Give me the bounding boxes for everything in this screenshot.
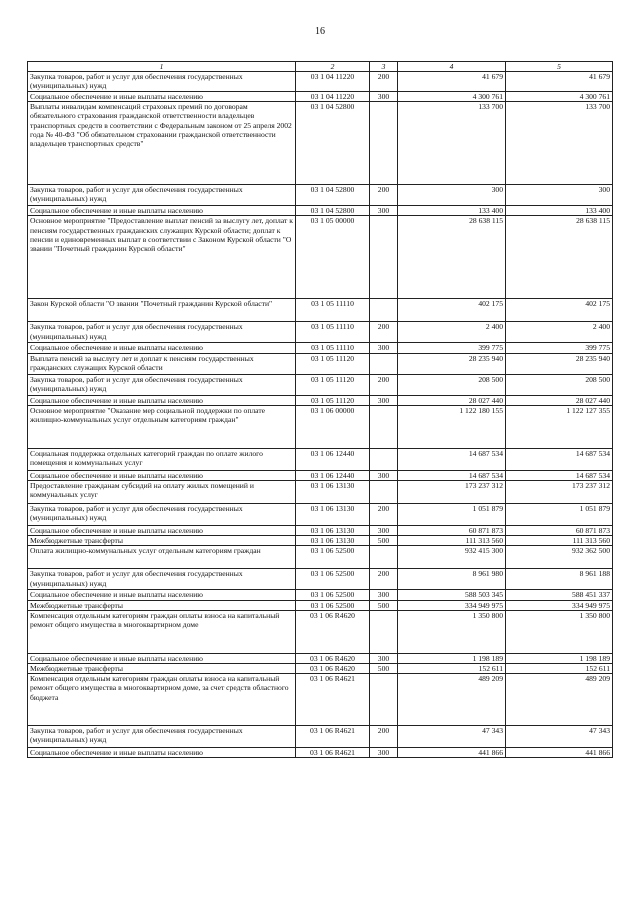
row-value-col5: 4 300 761: [506, 92, 613, 102]
row-value-col4: 1 198 189: [398, 653, 506, 663]
row-code: 03 1 04 11220: [296, 72, 370, 92]
row-code: 03 1 05 11110: [296, 322, 370, 343]
row-expense-type: [370, 610, 398, 653]
row-value-col5: 8 961 188: [506, 569, 613, 590]
table-row: [28, 470, 613, 480]
table-row: [28, 653, 613, 663]
row-value-col5: 1 350 800: [506, 610, 613, 653]
row-value-col5: 14 687 534: [506, 448, 613, 470]
row-value-col4: 441 866: [398, 748, 506, 758]
row-value-col4: 111 313 560: [398, 536, 506, 546]
table-row: [28, 610, 613, 653]
row-expense-type: 200: [370, 726, 398, 748]
row-expense-type: [370, 674, 398, 726]
row-name: Межбюджетные трансферты: [28, 664, 296, 674]
row-code: 03 1 06 13130: [296, 481, 370, 504]
row-name: Социальное обеспечение и иные выплаты населению: [28, 748, 296, 758]
row-value-col5: 28 027 440: [506, 395, 613, 405]
table-row: [28, 353, 613, 374]
row-expense-type: 500: [370, 536, 398, 546]
table-row: [28, 526, 613, 536]
row-expense-type: 200: [370, 504, 398, 526]
table-header-row: [28, 62, 613, 72]
row-value-col4: 932 415 300: [398, 546, 506, 569]
row-value-col4: 41 679: [398, 72, 506, 92]
table-row: [28, 664, 613, 674]
table-row: [28, 546, 613, 569]
row-name: Социальное обеспечение и иные выплаты населению: [28, 92, 296, 102]
row-value-col4: 399 775: [398, 343, 506, 353]
row-expense-type: 200: [370, 72, 398, 92]
row-code: 03 1 04 52800: [296, 206, 370, 216]
table-row: [28, 299, 613, 322]
row-value-col4: 2 400: [398, 322, 506, 343]
row-name: Закупка товаров, работ и услуг для обеспечения государственных (муниципальных) нужд: [28, 322, 296, 343]
table-row: [28, 726, 613, 748]
row-name: Закупка товаров, работ и услуг для обеспечения государственных (муниципальных) нужд: [28, 726, 296, 748]
row-value-col5: 111 313 560: [506, 536, 613, 546]
row-value-col5: 441 866: [506, 748, 613, 758]
row-value-col5: 47 343: [506, 726, 613, 748]
row-value-col5: 300: [506, 185, 613, 206]
row-name: Социальное обеспечение и иные выплаты населению: [28, 590, 296, 600]
row-code: 03 1 06 13130: [296, 526, 370, 536]
row-value-col5: 1 198 189: [506, 653, 613, 663]
row-expense-type: 300: [370, 343, 398, 353]
header-col-5: 5: [506, 62, 613, 72]
row-code: 03 1 06 12440: [296, 470, 370, 480]
row-value-col4: 28 638 115: [398, 216, 506, 299]
row-value-col5: 60 871 873: [506, 526, 613, 536]
row-value-col4: 208 500: [398, 374, 506, 395]
row-expense-type: [370, 481, 398, 504]
row-name: Закупка товаров, работ и услуг для обеспечения государственных (муниципальных) нужд: [28, 374, 296, 395]
row-name: Социальное обеспечение и иные выплаты населению: [28, 653, 296, 663]
row-expense-type: [370, 448, 398, 470]
row-code: 03 1 04 11220: [296, 92, 370, 102]
row-expense-type: [370, 546, 398, 569]
table-row: [28, 206, 613, 216]
row-name: Закупка товаров, работ и услуг для обеспечения государственных (муниципальных) нужд: [28, 569, 296, 590]
row-expense-type: [370, 216, 398, 299]
row-name: Закупка товаров, работ и услуг для обеспечения государственных (муниципальных) нужд: [28, 72, 296, 92]
table-row: [28, 590, 613, 600]
row-value-col5: 402 175: [506, 299, 613, 322]
row-value-col5: 133 700: [506, 102, 613, 185]
row-expense-type: 300: [370, 748, 398, 758]
row-value-col4: 1 350 800: [398, 610, 506, 653]
row-value-col5: 152 611: [506, 664, 613, 674]
row-expense-type: 300: [370, 92, 398, 102]
row-code: 03 1 05 11120: [296, 374, 370, 395]
table-row: [28, 92, 613, 102]
row-value-col4: 300: [398, 185, 506, 206]
row-expense-type: [370, 299, 398, 322]
row-code: 03 1 05 00000: [296, 216, 370, 299]
row-code: 03 1 06 R4621: [296, 726, 370, 748]
row-expense-type: 200: [370, 374, 398, 395]
row-value-col5: 334 949 975: [506, 600, 613, 610]
row-expense-type: 200: [370, 185, 398, 206]
row-value-col4: 28 027 440: [398, 395, 506, 405]
row-name: Компенсация отдельным категориям граждан оплаты взноса на капитальный ремонт общего имущества в многоквартирном доме, за счет средств областного бюджета: [28, 674, 296, 726]
row-code: 03 1 05 11110: [296, 299, 370, 322]
table-row: [28, 405, 613, 448]
row-value-col4: 1 051 879: [398, 504, 506, 526]
row-value-col5: 1 122 127 355: [506, 405, 613, 448]
table-row: [28, 343, 613, 353]
row-value-col4: 14 687 534: [398, 448, 506, 470]
row-value-col5: 1 051 879: [506, 504, 613, 526]
row-value-col5: 133 400: [506, 206, 613, 216]
row-code: 03 1 06 R4620: [296, 664, 370, 674]
table-row: [28, 102, 613, 185]
header-col-2: 2: [296, 62, 370, 72]
row-code: 03 1 04 52800: [296, 185, 370, 206]
row-code: 03 1 06 13130: [296, 504, 370, 526]
page-number: 16: [315, 26, 325, 37]
table-row: [28, 536, 613, 546]
row-value-col5: 208 500: [506, 374, 613, 395]
row-value-col4: 4 300 761: [398, 92, 506, 102]
table-row: [28, 748, 613, 758]
row-code: 03 1 06 R4620: [296, 653, 370, 663]
header-col-4: 4: [398, 62, 506, 72]
table-row: [28, 322, 613, 343]
row-value-col5: 489 209: [506, 674, 613, 726]
row-code: 03 1 06 00000: [296, 405, 370, 448]
row-name: Социальное обеспечение и иные выплаты населению: [28, 206, 296, 216]
table-row: [28, 569, 613, 590]
row-code: 03 1 05 11120: [296, 353, 370, 374]
row-name: Основное мероприятие "Предоставление выплат пенсий за выслугу лет, доплат к пенсиям государственных гражданских служащих Курской области; доплат к пенсии и единовременных выплат в соответствии с Законом Курской области "О звании "Почетный гражданин Курской области": [28, 216, 296, 299]
row-value-col5: 588 451 337: [506, 590, 613, 600]
row-name: Закупка товаров, работ и услуг для обеспечения государственных (муниципальных) нужд: [28, 504, 296, 526]
row-value-col5: 932 362 500: [506, 546, 613, 569]
table-row: [28, 185, 613, 206]
row-expense-type: 300: [370, 590, 398, 600]
row-name: Социальное обеспечение и иные выплаты населению: [28, 470, 296, 480]
row-name: Межбюджетные трансферты: [28, 536, 296, 546]
row-code: 03 1 06 13130: [296, 536, 370, 546]
row-value-col4: 60 871 873: [398, 526, 506, 536]
row-expense-type: [370, 102, 398, 185]
row-code: 03 1 05 11110: [296, 343, 370, 353]
row-code: 03 1 06 52500: [296, 590, 370, 600]
row-value-col5: 2 400: [506, 322, 613, 343]
row-expense-type: 300: [370, 653, 398, 663]
row-code: 03 1 06 R4620: [296, 610, 370, 653]
row-value-col5: 28 638 115: [506, 216, 613, 299]
row-name: Основное мероприятие "Оказание мер социальной поддержки по оплате жилищно-коммунальных услуг отдельным категориям граждан": [28, 405, 296, 448]
row-value-col4: 47 343: [398, 726, 506, 748]
row-code: 03 1 06 R4621: [296, 674, 370, 726]
table-row: [28, 600, 613, 610]
row-value-col5: 173 237 312: [506, 481, 613, 504]
row-code: 03 1 06 52500: [296, 569, 370, 590]
row-expense-type: 500: [370, 664, 398, 674]
table-row: [28, 395, 613, 405]
row-expense-type: 300: [370, 206, 398, 216]
budget-table: [27, 61, 613, 758]
row-value-col5: 41 679: [506, 72, 613, 92]
row-value-col4: 152 611: [398, 664, 506, 674]
row-expense-type: [370, 353, 398, 374]
row-name: Предоставление гражданам субсидий на оплату жилых помещений и коммунальных услуг: [28, 481, 296, 504]
row-expense-type: 200: [370, 569, 398, 590]
table-row: [28, 72, 613, 92]
row-value-col4: 588 503 345: [398, 590, 506, 600]
header-col-1: 1: [28, 62, 296, 72]
row-code: 03 1 06 12440: [296, 448, 370, 470]
row-expense-type: 300: [370, 395, 398, 405]
table-row: [28, 448, 613, 470]
row-code: 03 1 06 52500: [296, 546, 370, 569]
row-name: Компенсация отдельным категориям граждан оплаты взноса на капитальный ремонт общего имущества в многоквартирном доме: [28, 610, 296, 653]
row-name: Выплата пенсий за выслугу лет и доплат к пенсиям государственных гражданских служащих Курской области: [28, 353, 296, 374]
row-value-col4: 173 237 312: [398, 481, 506, 504]
table-row: [28, 481, 613, 504]
row-value-col4: 402 175: [398, 299, 506, 322]
row-expense-type: 300: [370, 526, 398, 536]
row-name: Выплаты инвалидам компенсаций страховых премий по договорам обязательного страхования гражданской ответственности владельцев транспортных средств в соответствии с Федеральным законом от 25 апреля 2002 года № 40-ФЗ "Об обязательном страховании гражданской ответственности владельцев транспортных средств": [28, 102, 296, 185]
row-value-col5: 14 687 534: [506, 470, 613, 480]
row-name: Социальное обеспечение и иные выплаты населению: [28, 343, 296, 353]
row-code: 03 1 06 52500: [296, 600, 370, 610]
header-col-3: 3: [370, 62, 398, 72]
row-name: Социальная поддержка отдельных категорий граждан по оплате жилого помещения и коммунальных услуг: [28, 448, 296, 470]
row-value-col4: 28 235 940: [398, 353, 506, 374]
table-row: [28, 216, 613, 299]
row-expense-type: [370, 405, 398, 448]
row-code: 03 1 05 11120: [296, 395, 370, 405]
row-value-col4: 133 400: [398, 206, 506, 216]
table-row: [28, 374, 613, 395]
row-value-col4: 334 949 975: [398, 600, 506, 610]
table-row: [28, 674, 613, 726]
row-value-col5: 28 235 940: [506, 353, 613, 374]
row-value-col4: 1 122 180 155: [398, 405, 506, 448]
row-expense-type: 500: [370, 600, 398, 610]
row-value-col4: 14 687 534: [398, 470, 506, 480]
row-code: 03 1 04 52800: [296, 102, 370, 185]
row-name: Закон Курской области "О звании "Почетный гражданин Курской области": [28, 299, 296, 322]
row-name: Межбюджетные трансферты: [28, 600, 296, 610]
row-value-col4: 8 961 980: [398, 569, 506, 590]
row-expense-type: 300: [370, 470, 398, 480]
row-value-col4: 489 209: [398, 674, 506, 726]
table-row: [28, 504, 613, 526]
row-code: 03 1 06 R4621: [296, 748, 370, 758]
row-name: Закупка товаров, работ и услуг для обеспечения государственных (муниципальных) нужд: [28, 185, 296, 206]
row-value-col5: 399 775: [506, 343, 613, 353]
row-value-col4: 133 700: [398, 102, 506, 185]
row-name: Социальное обеспечение и иные выплаты населению: [28, 395, 296, 405]
row-name: Социальное обеспечение и иные выплаты населению: [28, 526, 296, 536]
row-name: Оплата жилищно-коммунальных услуг отдельным категориям граждан: [28, 546, 296, 569]
row-expense-type: 200: [370, 322, 398, 343]
